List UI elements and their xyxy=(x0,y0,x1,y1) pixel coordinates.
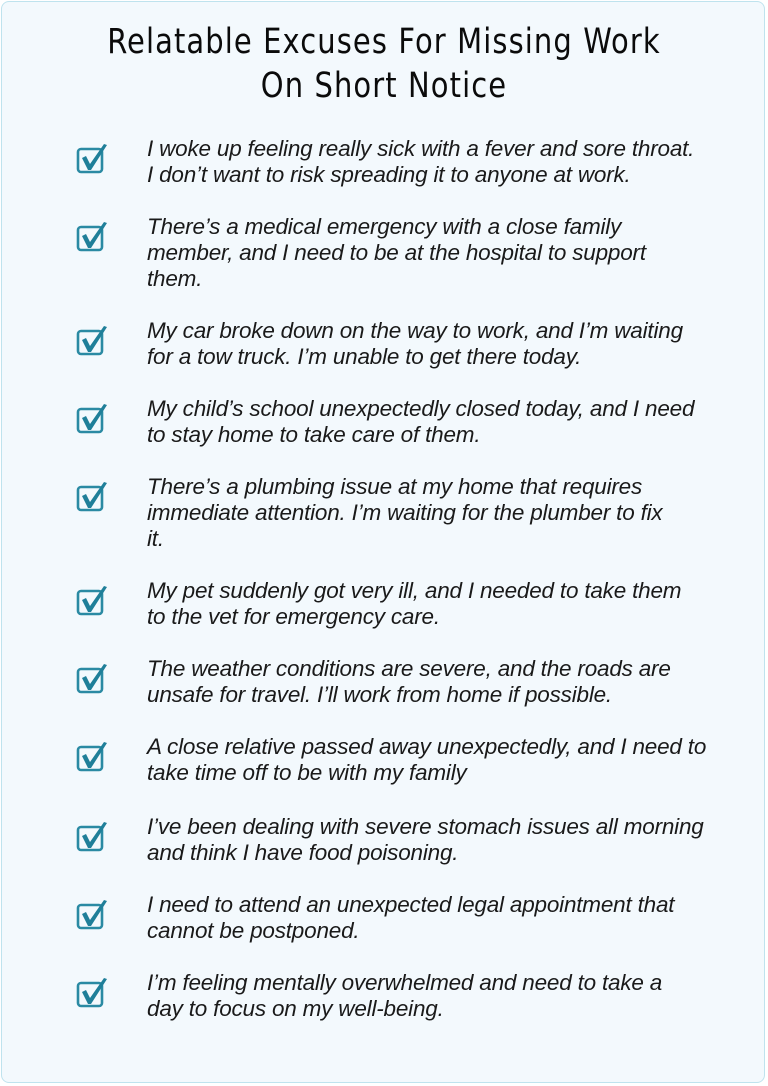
excuse-text-line-1: I’ve been dealing with severe stomach issues all morning xyxy=(147,814,704,839)
checkbox-checked-icon xyxy=(76,322,110,356)
checkbox-checked-icon xyxy=(76,818,110,852)
checkbox-checked-icon xyxy=(76,218,110,252)
excuse-text-line-2: for a tow truck. I’m unable to get there today. xyxy=(147,344,582,369)
excuse-text-line-3: it. xyxy=(147,526,164,551)
excuse-text-line-1: There’s a plumbing issue at my home that requires xyxy=(147,474,643,499)
excuse-text-line-2: member, and I need to be at the hospital to support xyxy=(147,240,646,265)
excuse-text-line-1: A close relative passed away unexpectedly, and I need to xyxy=(147,734,707,759)
excuse-text-line-2: take time off to be with my family xyxy=(147,760,467,785)
excuse-text xyxy=(147,214,737,292)
excuse-text-line-1: My pet suddenly got very ill, and I needed to take them xyxy=(147,578,682,603)
checkbox-checked-icon xyxy=(76,738,110,772)
checkbox-checked-icon xyxy=(76,974,110,1008)
excuse-text xyxy=(147,136,737,188)
checkbox-checked-icon xyxy=(76,400,110,434)
excuse-text xyxy=(147,578,737,630)
excuse-text xyxy=(147,734,737,786)
excuse-text-line-3: them. xyxy=(147,266,203,291)
title-line-1: Relatable Excuses For Missing Work xyxy=(107,22,661,62)
excuse-text-line-1: I’m feeling mentally overwhelmed and need to take a xyxy=(147,970,663,995)
excuse-text-line-2: and think I have food poisoning. xyxy=(147,840,459,865)
excuse-text xyxy=(147,970,737,1022)
checkbox-checked-icon xyxy=(76,478,110,512)
excuse-text xyxy=(147,656,737,708)
checkbox-checked-icon xyxy=(76,140,110,174)
excuse-text-line-1: The weather conditions are severe, and the roads are xyxy=(147,656,671,681)
excuse-text-line-1: I woke up feeling really sick with a fever and sore throat. xyxy=(147,136,695,161)
excuse-text xyxy=(147,814,737,866)
excuse-text-line-2: cannot be postponed. xyxy=(147,918,360,943)
title-line-2: On Short Notice xyxy=(260,66,508,106)
excuse-text-line-1: My car broke down on the way to work, and I’m waiting xyxy=(147,318,683,343)
excuse-text xyxy=(147,474,737,552)
excuse-text-line-2: unsafe for travel. I’ll work from home if possible. xyxy=(147,682,612,707)
excuse-text-line-1: My child’s school unexpectedly closed today, and I need xyxy=(147,396,695,421)
excuse-text-line-2: day to focus on my well-being. xyxy=(147,996,444,1021)
checkbox-checked-icon xyxy=(76,582,110,616)
excuse-text xyxy=(147,396,737,448)
excuse-text-line-2: to the vet for emergency care. xyxy=(147,604,440,629)
checkbox-checked-icon xyxy=(76,660,110,694)
excuse-text xyxy=(147,318,737,370)
checkbox-checked-icon xyxy=(76,896,110,930)
excuse-text-line-2: to stay home to take care of them. xyxy=(147,422,481,447)
excuse-text-line-1: There’s a medical emergency with a close family xyxy=(147,214,622,239)
excuse-text-line-2: I don’t want to risk spreading it to anyone at work. xyxy=(147,162,631,187)
page-title xyxy=(31,20,738,108)
excuse-text-line-1: I need to attend an unexpected legal appointment that xyxy=(147,892,675,917)
excuse-text xyxy=(147,892,737,944)
excuse-text-line-2: immediate attention. I’m waiting for the plumber to fix xyxy=(147,500,663,525)
